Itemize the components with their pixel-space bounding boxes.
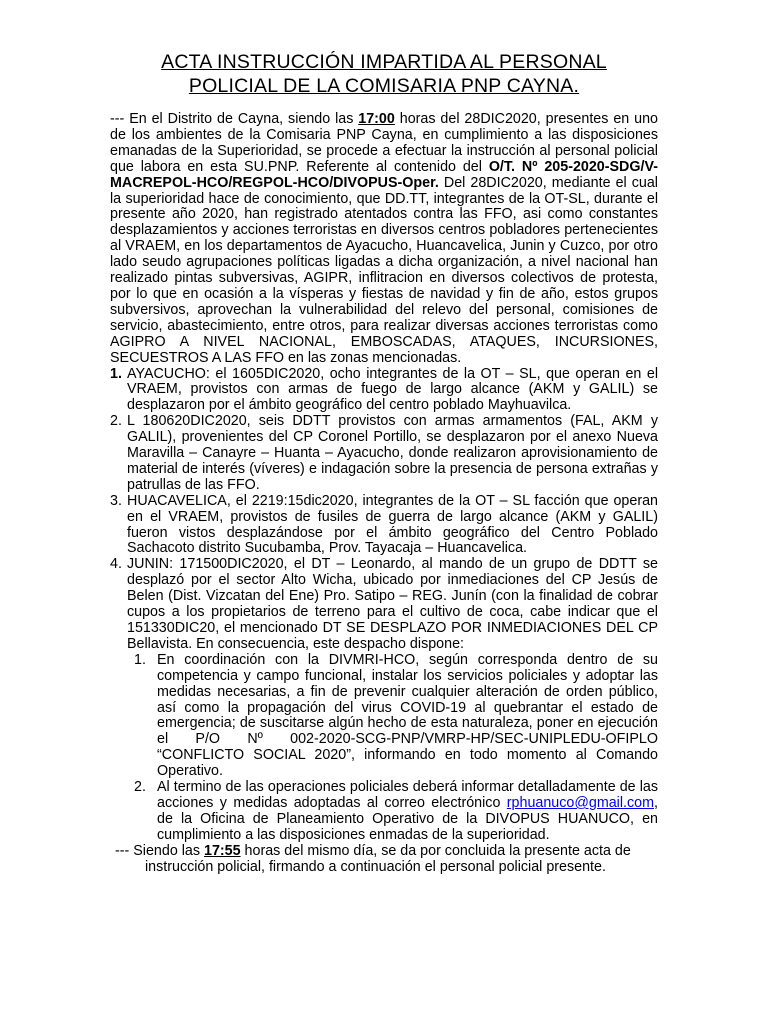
- disposition-number: 2.: [134, 779, 146, 796]
- disposition-text: En coordinación con la DIVMRI-HCO, según corresponda dentro de su competencia y campo funcional, instalar los servicios policiales y adoptar las medidas necesarias, a fin de prevenir cualquier alteración de orden público, así como la propagación del virus COVID-19 al quebrantar el estado de emergencia; de suscitarse algún hecho de esta naturaleza, poner en ejecución el P/O Nº 002-2020-SCG-PNP/VMRP-HP/SEC-UNIPLEDU-OFIPLO “CONFLICTO SOCIAL 2020”, informando en todo momento al Comando Operativo.: [157, 651, 658, 780]
- start-time: 17:00: [358, 111, 395, 127]
- list-item: [110, 557, 658, 652]
- document-body: [110, 112, 658, 876]
- intro-paragraph: [110, 112, 658, 367]
- disposition-item: [110, 653, 658, 780]
- title-line-1: ACTA INSTRUCCIÓN IMPARTIDA AL PERSONAL: [161, 51, 607, 73]
- list-item-text: JUNIN: 171500DIC2020, el DT – Leonardo, al mando de un grupo de DDTT se desplazó por el sector Alto Wicha, ubicado por inmediaciones del CP Jesús de Belen (Dist. Vizcatan del Ene) Pro. Satipo – REG. Junín (con la finalidad de cobrar cupos a los propietarios de terreno para el cultivo de coca, cabe indicar que el 151330DIC20, el mencionado DT SE DESPLAZO POR INMEDIACIONES DEL CP Bellavista. En consecuencia, este despacho dispone:: [127, 556, 658, 652]
- document-title: [110, 50, 658, 98]
- disposition-number: 1.: [134, 651, 146, 668]
- list-item: [110, 494, 658, 558]
- intro-text-2: horas del 28DIC2020, presentes en uno de los ambientes de la Comisaria PNP Cayna, en cumplimiento a las disposiciones emanadas de la Superioridad, se procede a efectuar la instrucción al personal policial que labora en esta SU.PNP. Referente al contenido del: [110, 111, 658, 175]
- list-item-number: 3.: [110, 492, 122, 509]
- list-item-text: HUACAVELICA, el 2219:15dic2020, integrantes de la OT – SL facción que operan en el VRAEM, provistos de fusiles de guerra de largo alcance (AKM y GALIL) fueron vistos desplazándose por el ámbito geográfico del Centro Poblado Sachacoto distrito Sucubamba, Prov. Tayacaja – Huancavelica.: [127, 492, 658, 557]
- closing-text-2: horas del mismo día, se da por concluida la presente acta de instrucción policial, firmando a continuación el personal policial presente.: [145, 842, 631, 875]
- list-item-text: L 180620DIC2020, seis DDTT provistos con armas armamentos (FAL, AKM y GALIL), provenientes del CP Coronel Portillo, se desplazaron por el anexo Nueva Maravilla – Canayre – Huanta – Ayacucho, donde realizaron aprovisionamiento de material de interés (víveres) e indagación sobre la presencia de persona extrañas y patrullas de las FFO.: [127, 413, 658, 493]
- title-line-2: POLICIAL DE LA COMISARIA PNP CAYNA.: [188, 75, 580, 97]
- disposition-text-after: , de la Oficina de Planeamiento Operativo de la DIVOPUS HUANUCO, en cumplimiento a las disposiciones enmadas de la superioridad.: [157, 794, 658, 843]
- order-reference: O/T. Nº 205-2020-SDG/V-MACREPOL-HCO/REGPOL-HCO/DIVOPUS-Oper.: [110, 158, 658, 191]
- intro-text-3: Del 28DIC2020, mediante el cual la superioridad hace de conocimiento, que DD.TT, integrantes de la OT-SL, durante el presente año 2020, han registrado atentados contra las FFO, asi como constantes desplazamientos y acciones terroristas en diversos centros pobladores pertenecientes al VRAEM, en los departamentos de Ayacucho, Huancavelica, Junin y Cuzco, por otro lado seudo agrupaciones políticas ligadas a dicha organización, a nivel nacional han realizado pintas subversivas, AGIPR, inflitracion en diversos colectivos de protesta, por lo que en ocasión a la vísperas y fiestas de navidad y fin de año, estos grupos subversivos, aprovechan la vulnerabilidad del relevo del personal, comisiones de servicio, abastecimiento, entre otros, para realizar diversas acciones terroristas como AGIPRO A NIVEL NACIONAL, EMBOSCADAS, ATAQUES, INCURSIONES, SECUESTROS A LAS FFO en las zonas mencionadas.: [110, 174, 658, 366]
- end-time: 17:55: [204, 842, 241, 859]
- list-item-text: AYACUCHO: el 1605DIC2020, ocho integrantes de la OT – SL, que operan en el VRAEM, provistos con armas de fuego de largo alcance (AKM y GALIL) se desplazaron por el ámbito geográfico del centro poblado Mayhuavilca.: [127, 365, 658, 414]
- list-item: [110, 414, 658, 494]
- disposition-item: [110, 780, 658, 844]
- email-link[interactable]: rphuanuco@gmail.com: [506, 794, 655, 811]
- list-item: [110, 367, 658, 415]
- list-item-number: 1.: [110, 365, 122, 382]
- list-item-number: 4.: [110, 556, 122, 573]
- closing-paragraph: [110, 844, 658, 876]
- list-item-number: 2.: [110, 413, 122, 430]
- events-list: [110, 367, 658, 653]
- closing-text-1: --- Siendo las: [115, 842, 204, 859]
- intro-text-1: --- En el Distrito de Cayna, siendo las: [110, 111, 359, 127]
- disposition-text-before: Al termino de las operaciones policiales deberá informar detalladamente de las acciones y medidas adoptadas al correo electrónico: [157, 779, 658, 811]
- dispositions-list: [110, 653, 658, 844]
